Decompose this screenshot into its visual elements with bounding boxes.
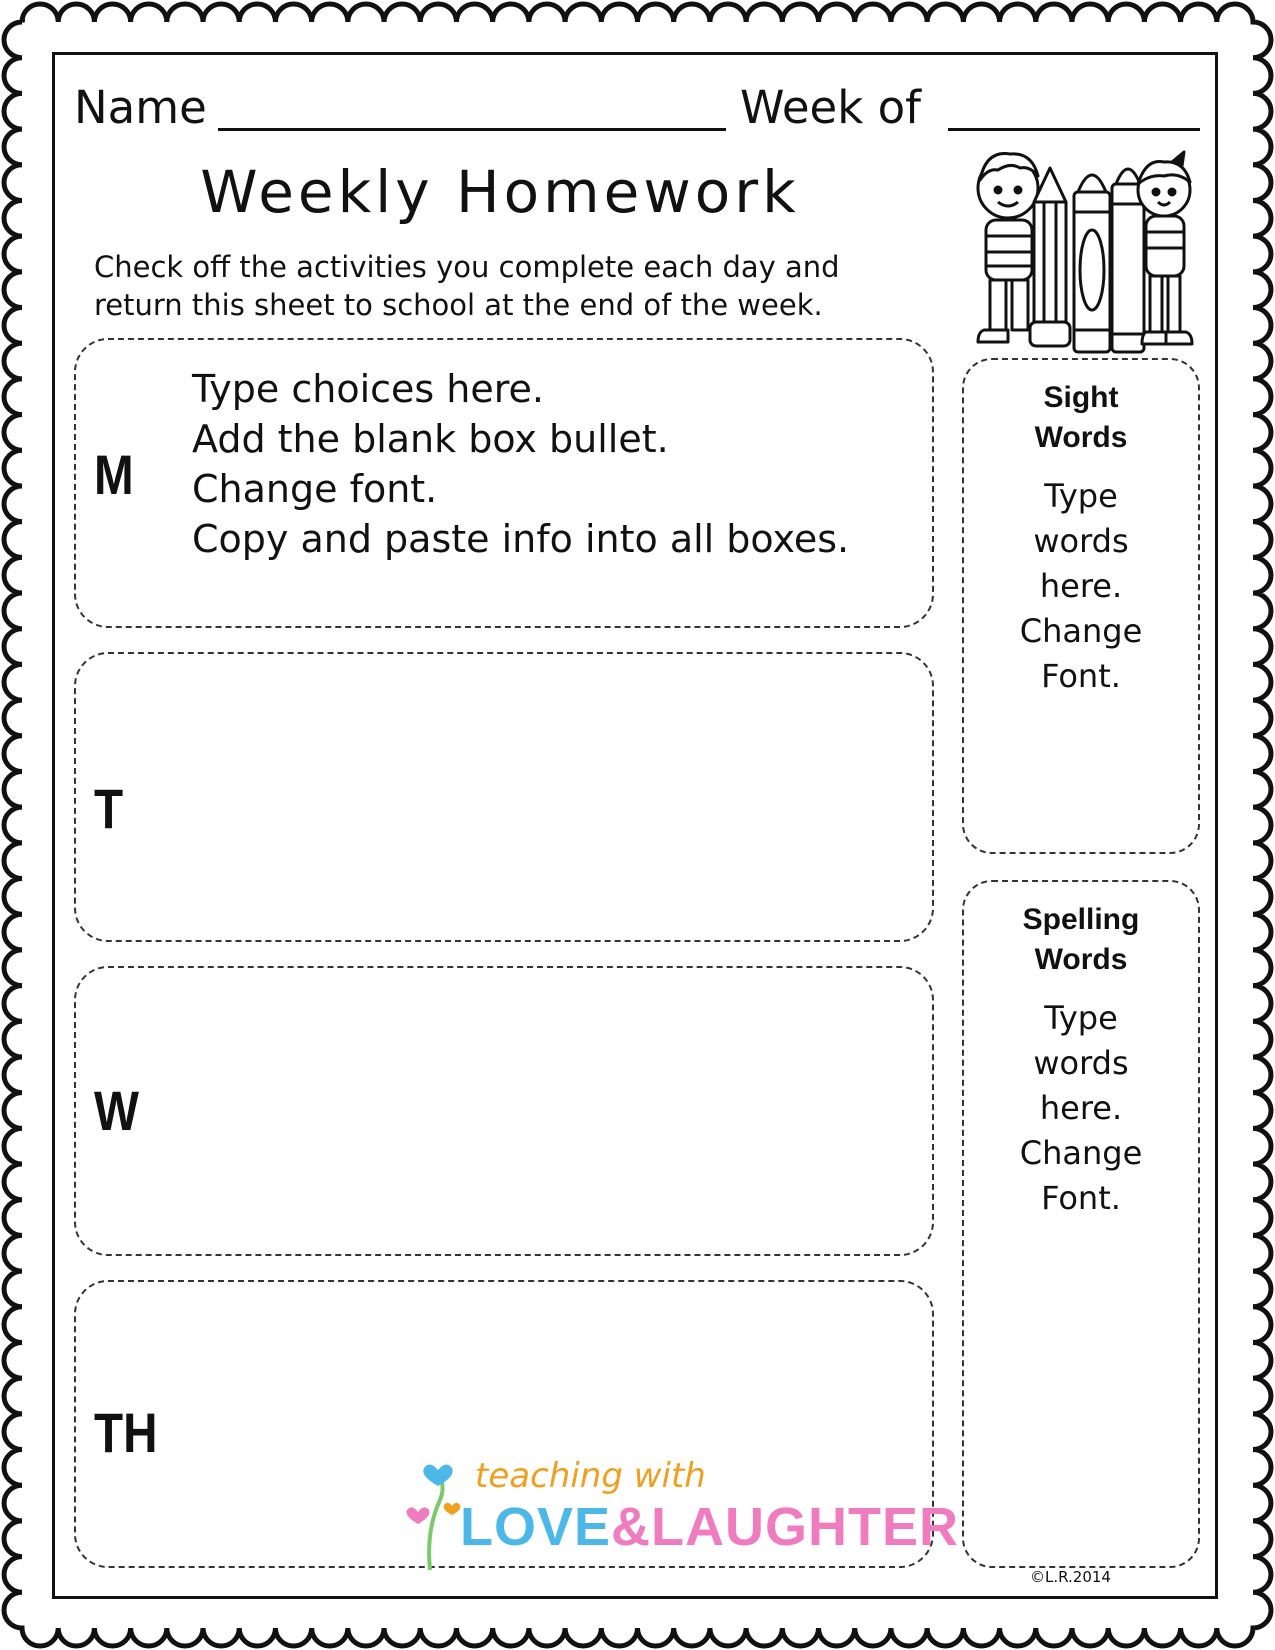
day-letter: W (94, 1079, 139, 1142)
spelling-words-heading: Spelling Words (1022, 903, 1140, 976)
kids-crayons-illustration (960, 140, 1200, 362)
spelling-words-box (962, 880, 1200, 1568)
name-label: Name (74, 81, 207, 134)
sight-words-heading: Sight Words (1034, 381, 1128, 454)
sight-words-box (962, 358, 1200, 854)
day-box-tuesday (74, 652, 934, 942)
spelling-words-list: Type words here. Change Font. (1019, 999, 1143, 1217)
activity-choice: Add the blank box bullet. (192, 417, 669, 461)
activity-choice: Copy and paste info into all boxes. (192, 517, 850, 561)
logo-wordmark: LOVE&LAUGHTER (460, 1497, 960, 1557)
activity-choices-list (192, 364, 849, 564)
day-letter: M (94, 443, 134, 506)
logo-tagline: teaching with (475, 1456, 706, 1496)
sight-words-list: Type words here. Change Font. (1019, 477, 1143, 695)
teaching-with-love-laughter-logo (400, 1450, 960, 1575)
activity-choice: Type choices here. (192, 367, 545, 411)
week-input-line[interactable] (948, 128, 1200, 131)
page-title: Weekly Homework (200, 158, 800, 226)
instructions-text: Check off the activities you complete each day and return this sheet to school at the end of the week. (94, 250, 840, 322)
day-letter: T (94, 777, 124, 840)
name-input-line[interactable] (218, 128, 726, 131)
week-of-label: Week of (740, 81, 921, 134)
copyright-text: ©L.R.2014 (1030, 1568, 1111, 1586)
day-letter: TH (94, 1401, 158, 1464)
activity-choice: Change font. (192, 467, 438, 511)
day-box-wednesday (74, 966, 934, 1256)
day-box-monday (74, 338, 934, 628)
